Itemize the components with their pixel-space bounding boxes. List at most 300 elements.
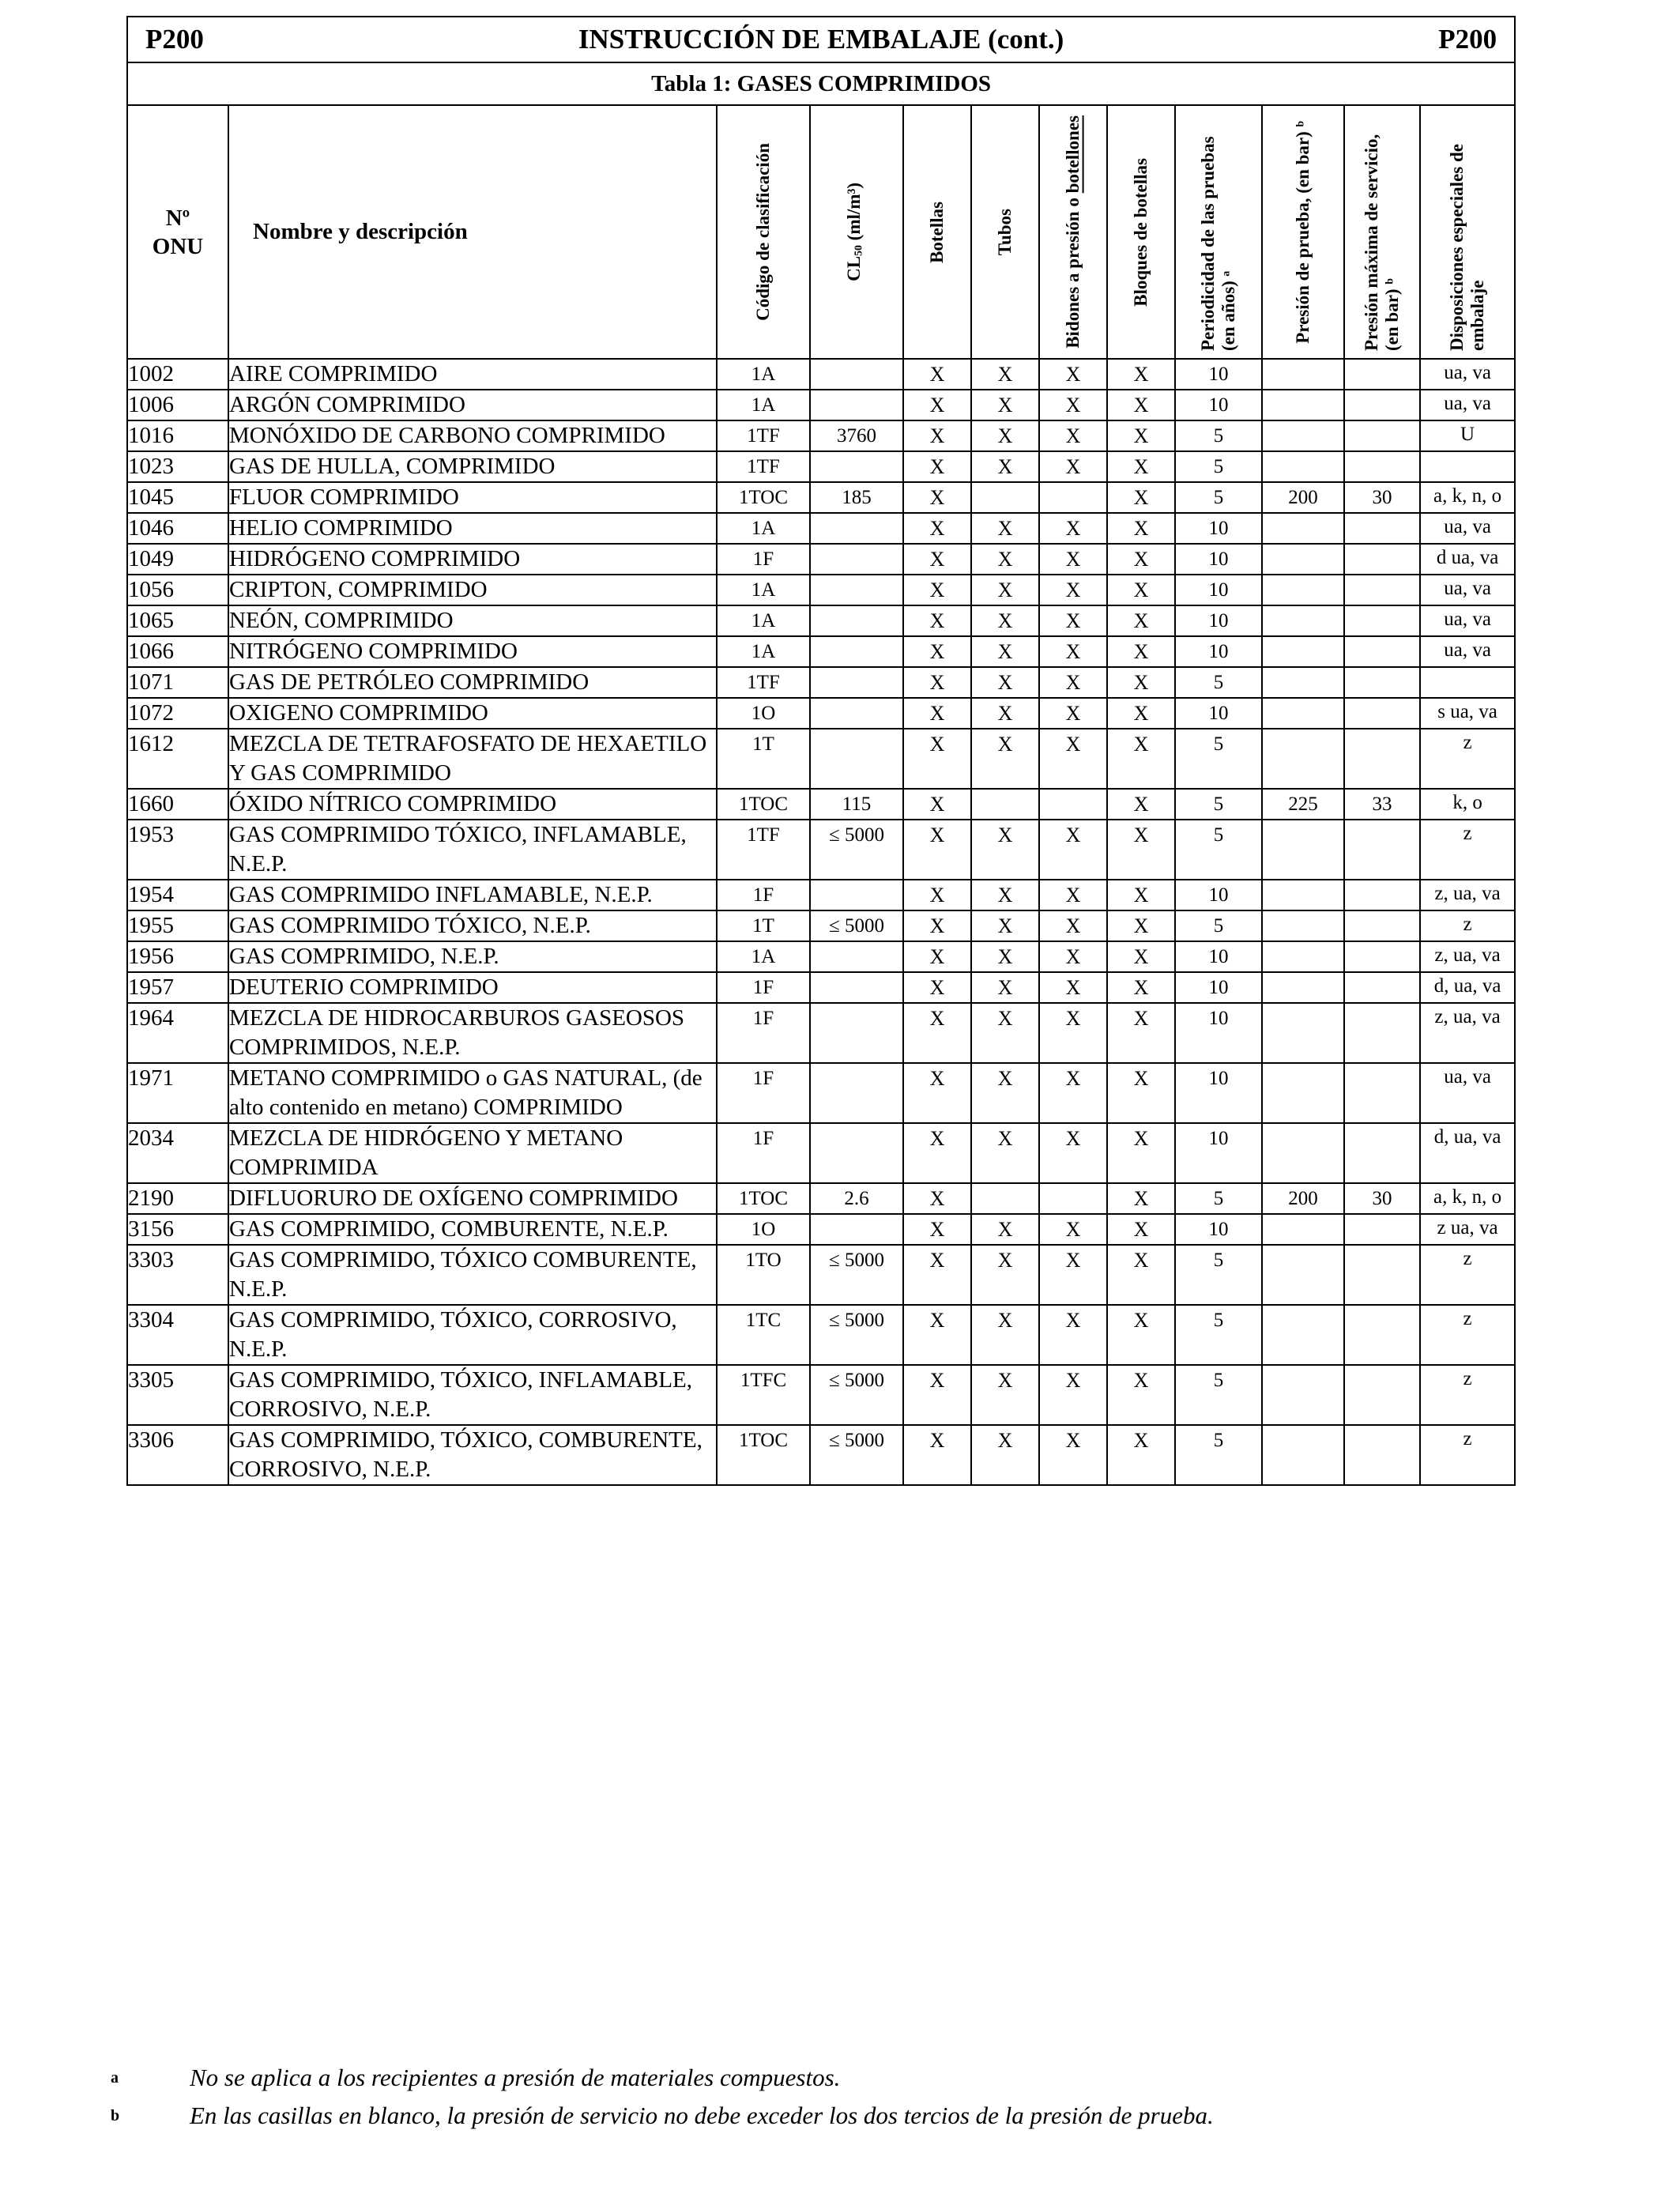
max-pressure-cell xyxy=(1344,636,1420,667)
table-row xyxy=(127,1365,1515,1425)
bloques-cell: X xyxy=(1107,1123,1175,1183)
un-number-cell: 1956 xyxy=(127,941,228,972)
classification-code-cell: 1TOC xyxy=(717,789,810,820)
table-row xyxy=(127,880,1515,910)
substance-name-cell: GAS COMPRIMIDO, TÓXICO, CORROSIVO, N.E.P. xyxy=(228,1305,717,1365)
special-provisions-cell: d ua, va xyxy=(1420,544,1515,575)
cl50-cell xyxy=(810,941,903,972)
substance-name-cell: METANO COMPRIMIDO o GAS NATURAL, (de alto contenido en metano) COMPRIMIDO xyxy=(228,1063,717,1123)
cl50-cell xyxy=(810,667,903,698)
substance-name-cell: MEZCLA DE HIDRÓGENO Y METANO COMPRIMIDA xyxy=(228,1123,717,1183)
un-number-cell: 3303 xyxy=(127,1245,228,1305)
max-pressure-cell xyxy=(1344,1123,1420,1183)
col-header-periodicidad: Periodicidad de las pruebas (en años) ᵃ xyxy=(1175,105,1262,359)
classification-code-cell: 1TOC xyxy=(717,482,810,513)
un-number-cell: 1072 xyxy=(127,698,228,729)
cl50-cell xyxy=(810,1214,903,1245)
periodicidad-cell: 10 xyxy=(1175,1063,1262,1123)
classification-code-cell: 1TC xyxy=(717,1305,810,1365)
test-pressure-cell xyxy=(1262,605,1344,636)
bloques-cell: X xyxy=(1107,1305,1175,1365)
tubos-cell: X xyxy=(971,420,1039,451)
periodicidad-cell: 10 xyxy=(1175,972,1262,1003)
col-header-tubos: Tubos xyxy=(971,105,1039,359)
botellas-cell: X xyxy=(903,1305,971,1365)
cl50-cell: 3760 xyxy=(810,420,903,451)
max-pressure-cell xyxy=(1344,513,1420,544)
bidones-cell: X xyxy=(1039,636,1107,667)
bloques-cell: X xyxy=(1107,698,1175,729)
cl50-cell: ≤ 5000 xyxy=(810,820,903,880)
bloques-cell: X xyxy=(1107,420,1175,451)
max-pressure-cell xyxy=(1344,880,1420,910)
botellas-cell: X xyxy=(903,1123,971,1183)
bloques-cell: X xyxy=(1107,880,1175,910)
special-provisions-cell: s ua, va xyxy=(1420,698,1515,729)
test-pressure-cell xyxy=(1262,1425,1344,1485)
un-number-cell: 1006 xyxy=(127,390,228,420)
un-number-cell: 1971 xyxy=(127,1063,228,1123)
col-header-name: Nombre y descripción xyxy=(228,105,717,359)
botellas-cell: X xyxy=(903,513,971,544)
table-row xyxy=(127,941,1515,972)
substance-name-cell: GAS COMPRIMIDO TÓXICO, INFLAMABLE, N.E.P. xyxy=(228,820,717,880)
max-pressure-cell: 30 xyxy=(1344,482,1420,513)
cl50-cell xyxy=(810,636,903,667)
cl50-cell xyxy=(810,1063,903,1123)
test-pressure-cell xyxy=(1262,972,1344,1003)
bloques-cell: X xyxy=(1107,789,1175,820)
header-bar xyxy=(127,17,1515,62)
col-header-code: Código de clasificación xyxy=(717,105,810,359)
tubos-cell: X xyxy=(971,1003,1039,1063)
cl50-cell: ≤ 5000 xyxy=(810,1245,903,1305)
bloques-cell: X xyxy=(1107,605,1175,636)
cl50-cell xyxy=(810,513,903,544)
bidones-cell xyxy=(1039,789,1107,820)
test-pressure-cell xyxy=(1262,1063,1344,1123)
cl50-cell: ≤ 5000 xyxy=(810,1305,903,1365)
botellas-cell: X xyxy=(903,1063,971,1123)
special-provisions-cell: ua, va xyxy=(1420,1063,1515,1123)
max-pressure-cell xyxy=(1344,1425,1420,1485)
periodicidad-cell: 10 xyxy=(1175,698,1262,729)
substance-name-cell: FLUOR COMPRIMIDO xyxy=(228,482,717,513)
botellas-cell: X xyxy=(903,390,971,420)
classification-code-cell: 1A xyxy=(717,390,810,420)
un-number-cell: 1066 xyxy=(127,636,228,667)
periodicidad-cell: 10 xyxy=(1175,636,1262,667)
bidones-cell xyxy=(1039,482,1107,513)
tubos-cell: X xyxy=(971,698,1039,729)
test-pressure-cell xyxy=(1262,729,1344,789)
table-row xyxy=(127,420,1515,451)
botellas-cell: X xyxy=(903,729,971,789)
max-pressure-cell xyxy=(1344,1063,1420,1123)
botellas-cell: X xyxy=(903,420,971,451)
un-number-cell: 1056 xyxy=(127,575,228,605)
periodicidad-cell: 5 xyxy=(1175,910,1262,941)
special-provisions-cell: d, ua, va xyxy=(1420,972,1515,1003)
max-pressure-cell xyxy=(1344,972,1420,1003)
test-pressure-cell xyxy=(1262,575,1344,605)
cl50-cell xyxy=(810,575,903,605)
bidones-cell: X xyxy=(1039,513,1107,544)
periodicidad-cell: 5 xyxy=(1175,667,1262,698)
tubos-cell: X xyxy=(971,729,1039,789)
max-pressure-cell xyxy=(1344,1245,1420,1305)
periodicidad-cell: 10 xyxy=(1175,544,1262,575)
un-number-cell: 1660 xyxy=(127,789,228,820)
classification-code-cell: 1F xyxy=(717,1003,810,1063)
max-pressure-cell xyxy=(1344,667,1420,698)
bidones-cell: X xyxy=(1039,359,1107,390)
cl50-cell: 185 xyxy=(810,482,903,513)
bidones-cell: X xyxy=(1039,1245,1107,1305)
substance-name-cell: GAS COMPRIMIDO, TÓXICO, COMBURENTE, CORROSIVO, N.E.P. xyxy=(228,1425,717,1485)
periodicidad-cell: 10 xyxy=(1175,513,1262,544)
un-number-cell: 1023 xyxy=(127,451,228,482)
table-row xyxy=(127,789,1515,820)
cl50-cell xyxy=(810,390,903,420)
cl50-cell xyxy=(810,880,903,910)
special-provisions-cell: z xyxy=(1420,1305,1515,1365)
max-pressure-cell xyxy=(1344,451,1420,482)
table-row xyxy=(127,1245,1515,1305)
footnote-text: En las casillas en blanco, la presión de servicio no debe exceder los dos tercios de la presión de prueba. xyxy=(190,2102,1214,2129)
special-provisions-cell: z ua, va xyxy=(1420,1214,1515,1245)
cl50-cell xyxy=(810,972,903,1003)
max-pressure-cell: 33 xyxy=(1344,789,1420,820)
bloques-cell: X xyxy=(1107,1365,1175,1425)
bidones-cell: X xyxy=(1039,729,1107,789)
test-pressure-cell xyxy=(1262,451,1344,482)
classification-code-cell: 1TFC xyxy=(717,1365,810,1425)
substance-name-cell: CRIPTON, COMPRIMIDO xyxy=(228,575,717,605)
table-row xyxy=(127,1003,1515,1063)
test-pressure-cell xyxy=(1262,513,1344,544)
table-row xyxy=(127,544,1515,575)
classification-code-cell: 1TO xyxy=(717,1245,810,1305)
substance-name-cell: ARGÓN COMPRIMIDO xyxy=(228,390,717,420)
periodicidad-cell: 5 xyxy=(1175,789,1262,820)
bloques-cell: X xyxy=(1107,667,1175,698)
cl50-cell xyxy=(810,1123,903,1183)
substance-name-cell: GAS COMPRIMIDO, TÓXICO COMBURENTE, N.E.P. xyxy=(228,1245,717,1305)
table-row xyxy=(127,820,1515,880)
col-header-bidones: Bidones a presión o botellones xyxy=(1039,105,1107,359)
special-provisions-cell: z xyxy=(1420,910,1515,941)
periodicidad-cell: 5 xyxy=(1175,1425,1262,1485)
classification-code-cell: 1A xyxy=(717,636,810,667)
botellas-cell: X xyxy=(903,636,971,667)
classification-code-cell: 1F xyxy=(717,544,810,575)
max-pressure-cell xyxy=(1344,1003,1420,1063)
un-number-cell: 3304 xyxy=(127,1305,228,1365)
classification-code-cell: 1O xyxy=(717,698,810,729)
special-provisions-cell: z, ua, va xyxy=(1420,880,1515,910)
bloques-cell: X xyxy=(1107,636,1175,667)
table-row xyxy=(127,482,1515,513)
bloques-cell: X xyxy=(1107,390,1175,420)
bidones-cell: X xyxy=(1039,1214,1107,1245)
botellas-cell: X xyxy=(903,1365,971,1425)
periodicidad-cell: 10 xyxy=(1175,359,1262,390)
tubos-cell: X xyxy=(971,667,1039,698)
bidones-cell: X xyxy=(1039,1305,1107,1365)
substance-name-cell: GAS COMPRIMIDO TÓXICO, N.E.P. xyxy=(228,910,717,941)
substance-name-cell: GAS DE HULLA, COMPRIMIDO xyxy=(228,451,717,482)
bloques-cell: X xyxy=(1107,1003,1175,1063)
periodicidad-cell: 5 xyxy=(1175,1245,1262,1305)
substance-name-cell: HIDRÓGENO COMPRIMIDO xyxy=(228,544,717,575)
max-pressure-cell xyxy=(1344,1214,1420,1245)
bidones-cell: X xyxy=(1039,820,1107,880)
classification-code-cell: 1T xyxy=(717,910,810,941)
cl50-cell: 115 xyxy=(810,789,903,820)
classification-code-cell: 1TOC xyxy=(717,1425,810,1485)
bidones-cell: X xyxy=(1039,1063,1107,1123)
botellas-cell: X xyxy=(903,941,971,972)
substance-name-cell: GAS COMPRIMIDO, TÓXICO, INFLAMABLE, CORROSIVO, N.E.P. xyxy=(228,1365,717,1425)
bidones-cell: X xyxy=(1039,667,1107,698)
table-row xyxy=(127,575,1515,605)
test-pressure-cell xyxy=(1262,1245,1344,1305)
periodicidad-cell: 10 xyxy=(1175,575,1262,605)
instruction-code-right: P200 xyxy=(1438,24,1497,55)
classification-code-cell: 1F xyxy=(717,1063,810,1123)
cl50-cell xyxy=(810,698,903,729)
un-number-cell: 1049 xyxy=(127,544,228,575)
classification-code-cell: 1A xyxy=(717,941,810,972)
tubos-cell: X xyxy=(971,880,1039,910)
bloques-cell: X xyxy=(1107,1425,1175,1485)
tubos-cell xyxy=(971,482,1039,513)
special-provisions-cell: z xyxy=(1420,1365,1515,1425)
test-pressure-cell xyxy=(1262,698,1344,729)
tubos-cell: X xyxy=(971,359,1039,390)
bidones-cell: X xyxy=(1039,1123,1107,1183)
periodicidad-cell: 5 xyxy=(1175,451,1262,482)
max-pressure-cell xyxy=(1344,910,1420,941)
bidones-cell: X xyxy=(1039,972,1107,1003)
botellas-cell: X xyxy=(903,605,971,636)
max-pressure-cell xyxy=(1344,420,1420,451)
test-pressure-cell xyxy=(1262,1214,1344,1245)
substance-name-cell: AIRE COMPRIMIDO xyxy=(228,359,717,390)
cl50-cell: ≤ 5000 xyxy=(810,1425,903,1485)
table-row xyxy=(127,667,1515,698)
max-pressure-cell xyxy=(1344,575,1420,605)
test-pressure-cell xyxy=(1262,1003,1344,1063)
special-provisions-cell: z, ua, va xyxy=(1420,941,1515,972)
footnote-a xyxy=(111,2063,1612,2093)
tubos-cell: X xyxy=(971,820,1039,880)
substance-name-cell: GAS COMPRIMIDO, COMBURENTE, N.E.P. xyxy=(228,1214,717,1245)
periodicidad-cell: 5 xyxy=(1175,1183,1262,1214)
cl50-cell xyxy=(810,605,903,636)
classification-code-cell: 1O xyxy=(717,1214,810,1245)
tubos-cell: X xyxy=(971,451,1039,482)
periodicidad-cell: 5 xyxy=(1175,820,1262,880)
special-provisions-cell: ua, va xyxy=(1420,605,1515,636)
table-row xyxy=(127,1063,1515,1123)
substance-name-cell: DEUTERIO COMPRIMIDO xyxy=(228,972,717,1003)
special-provisions-cell: k, o xyxy=(1420,789,1515,820)
special-provisions-cell: ua, va xyxy=(1420,575,1515,605)
col-header-cl50: $CL_{50}$ (ml/m³) xyxy=(810,105,903,359)
classification-code-cell: 1A xyxy=(717,359,810,390)
cl50-cell xyxy=(810,544,903,575)
bloques-cell: X xyxy=(1107,1245,1175,1305)
periodicidad-cell: 10 xyxy=(1175,605,1262,636)
botellas-cell: X xyxy=(903,1003,971,1063)
substance-name-cell: DIFLUORURO DE OXÍGENO COMPRIMIDO xyxy=(228,1183,717,1214)
test-pressure-cell xyxy=(1262,1365,1344,1425)
botellas-cell: X xyxy=(903,880,971,910)
un-number-cell: 3156 xyxy=(127,1214,228,1245)
un-number-cell: 2034 xyxy=(127,1123,228,1183)
max-pressure-cell xyxy=(1344,820,1420,880)
bloques-cell: X xyxy=(1107,972,1175,1003)
special-provisions-cell: U xyxy=(1420,420,1515,451)
table-row xyxy=(127,513,1515,544)
tubos-cell: X xyxy=(971,941,1039,972)
periodicidad-cell: 5 xyxy=(1175,729,1262,789)
botellas-cell: X xyxy=(903,544,971,575)
periodicidad-cell: 5 xyxy=(1175,1305,1262,1365)
cl50-cell: 2.6 xyxy=(810,1183,903,1214)
special-provisions-cell: a, k, n, o xyxy=(1420,1183,1515,1214)
botellas-cell: X xyxy=(903,451,971,482)
substance-name-cell: MONÓXIDO DE CARBONO COMPRIMIDO xyxy=(228,420,717,451)
footnote-text: No se aplica a los recipientes a presión de materiales compuestos. xyxy=(190,2064,841,2091)
table-row xyxy=(127,605,1515,636)
instruction-code-left: P200 xyxy=(145,24,204,55)
special-provisions-cell: a, k, n, o xyxy=(1420,482,1515,513)
un-number-cell: 1002 xyxy=(127,359,228,390)
page-title: INSTRUCCIÓN DE EMBALAJE (cont.) xyxy=(578,24,1064,55)
bidones-cell: X xyxy=(1039,605,1107,636)
test-pressure-cell: 225 xyxy=(1262,789,1344,820)
test-pressure-cell xyxy=(1262,910,1344,941)
tubos-cell: X xyxy=(971,575,1039,605)
bidones-cell: X xyxy=(1039,1425,1107,1485)
classification-code-cell: 1A xyxy=(717,605,810,636)
cl50-cell xyxy=(810,729,903,789)
cl50-cell xyxy=(810,1003,903,1063)
special-provisions-cell xyxy=(1420,667,1515,698)
bidones-cell: X xyxy=(1039,575,1107,605)
tubos-cell: X xyxy=(971,1245,1039,1305)
classification-code-cell: 1TF xyxy=(717,820,810,880)
un-number-cell: 3306 xyxy=(127,1425,228,1485)
classification-code-cell: 1A xyxy=(717,575,810,605)
un-number-cell: 1957 xyxy=(127,972,228,1003)
table-row xyxy=(127,698,1515,729)
cl50-cell xyxy=(810,359,903,390)
tubos-cell: X xyxy=(971,390,1039,420)
classification-code-cell: 1TOC xyxy=(717,1183,810,1214)
botellas-cell: X xyxy=(903,1425,971,1485)
bloques-cell: X xyxy=(1107,820,1175,880)
table-row xyxy=(127,972,1515,1003)
substance-name-cell: HELIO COMPRIMIDO xyxy=(228,513,717,544)
botellas-cell: X xyxy=(903,698,971,729)
bloques-cell: X xyxy=(1107,451,1175,482)
tubos-cell: X xyxy=(971,1214,1039,1245)
max-pressure-cell xyxy=(1344,390,1420,420)
col-header-presion-prueba: Presión de prueba, (en bar) ᵇ xyxy=(1262,105,1344,359)
substance-name-cell: GAS DE PETRÓLEO COMPRIMIDO xyxy=(228,667,717,698)
un-number-cell: 1016 xyxy=(127,420,228,451)
tubos-cell: X xyxy=(971,1123,1039,1183)
tubos-cell: X xyxy=(971,972,1039,1003)
footnotes xyxy=(111,2063,1612,2139)
periodicidad-cell: 10 xyxy=(1175,390,1262,420)
test-pressure-cell: 200 xyxy=(1262,1183,1344,1214)
test-pressure-cell xyxy=(1262,667,1344,698)
botellas-cell: X xyxy=(903,972,971,1003)
bidones-cell: X xyxy=(1039,910,1107,941)
tubos-cell: X xyxy=(971,544,1039,575)
bloques-cell: X xyxy=(1107,482,1175,513)
table-row xyxy=(127,910,1515,941)
col-header-onu: Nº ONU xyxy=(127,105,228,359)
un-number-cell: 1065 xyxy=(127,605,228,636)
tubos-cell: X xyxy=(971,513,1039,544)
un-number-cell: 1954 xyxy=(127,880,228,910)
test-pressure-cell xyxy=(1262,1305,1344,1365)
special-provisions-cell: z xyxy=(1420,1245,1515,1305)
tubos-cell: X xyxy=(971,910,1039,941)
test-pressure-cell xyxy=(1262,390,1344,420)
un-number-cell: 1964 xyxy=(127,1003,228,1063)
cl50-cell: ≤ 5000 xyxy=(810,910,903,941)
max-pressure-cell xyxy=(1344,1365,1420,1425)
special-provisions-cell: ua, va xyxy=(1420,359,1515,390)
cl50-cell xyxy=(810,451,903,482)
test-pressure-cell xyxy=(1262,820,1344,880)
max-pressure-cell xyxy=(1344,1305,1420,1365)
bidones-cell: X xyxy=(1039,451,1107,482)
special-provisions-cell xyxy=(1420,451,1515,482)
un-number-cell: 1953 xyxy=(127,820,228,880)
table-row xyxy=(127,1123,1515,1183)
special-provisions-cell: ua, va xyxy=(1420,513,1515,544)
bidones-cell: X xyxy=(1039,390,1107,420)
un-number-cell: 1955 xyxy=(127,910,228,941)
max-pressure-cell xyxy=(1344,605,1420,636)
packing-instruction-table xyxy=(126,16,1516,1486)
substance-name-cell: MEZCLA DE TETRAFOSFATO DE HEXAETILO Y GAS COMPRIMIDO xyxy=(228,729,717,789)
test-pressure-cell xyxy=(1262,420,1344,451)
bidones-cell: X xyxy=(1039,420,1107,451)
col-header-bloques: Bloques de botellas xyxy=(1107,105,1175,359)
special-provisions-cell: z, ua, va xyxy=(1420,1003,1515,1063)
classification-code-cell: 1F xyxy=(717,972,810,1003)
bloques-cell: X xyxy=(1107,359,1175,390)
max-pressure-cell xyxy=(1344,698,1420,729)
max-pressure-cell xyxy=(1344,729,1420,789)
table-row xyxy=(127,451,1515,482)
special-provisions-cell: d, ua, va xyxy=(1420,1123,1515,1183)
bloques-cell: X xyxy=(1107,941,1175,972)
bidones-cell: X xyxy=(1039,941,1107,972)
un-number-cell: 2190 xyxy=(127,1183,228,1214)
bidones-cell: X xyxy=(1039,880,1107,910)
classification-code-cell: 1TF xyxy=(717,451,810,482)
